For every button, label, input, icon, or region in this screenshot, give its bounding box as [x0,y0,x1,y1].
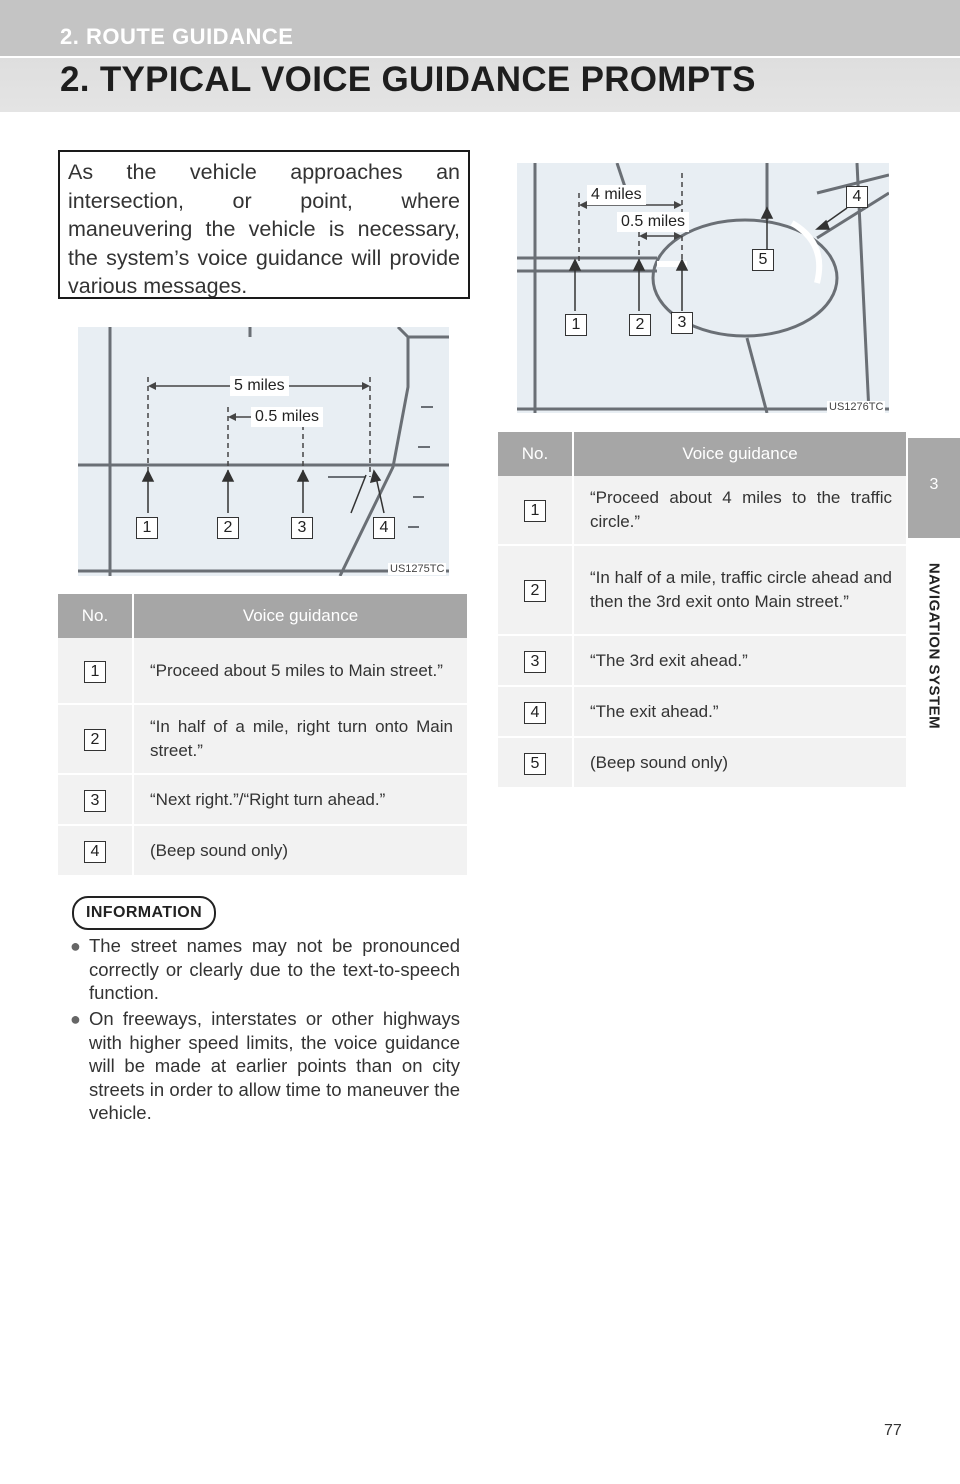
row-number: 5 [524,753,546,775]
section-title: 2. ROUTE GUIDANCE [60,24,294,49]
table-row [498,635,906,686]
table-row [58,704,467,774]
chapter-tab[interactable] [908,438,960,538]
row-text: “Proceed about 5 miles to Main street.” [133,638,467,704]
header-no: No. [58,594,133,638]
info-bullet [70,1007,460,1125]
figure-code: US1275TC [390,563,445,575]
table-header [498,432,906,476]
row-number: 3 [84,790,106,812]
map-marker: 2 [217,517,239,539]
table-row [58,774,467,825]
page-title: 2. TYPICAL VOICE GUIDANCE PROMPTS [60,60,756,99]
bullet-icon: ● [70,1009,81,1029]
page-number: 77 [884,1422,902,1439]
voice-guidance-table-1 [58,594,467,877]
table-row [498,476,906,545]
row-text: “Next right.”/“Right turn ahead.” [133,774,467,825]
table-header [58,594,467,638]
chapter-label: NAVIGATION SYSTEM [925,562,943,730]
map-diagram-straight [78,327,449,576]
row-number: 1 [84,661,106,683]
bullet-icon: ● [70,936,81,956]
table-row [498,737,906,788]
info-bullet-text: On freeways, interstates or other highways with higher speed limits, the voice guidance will be made at earlier points than on city streets in order to allow time to maneuver the vehicle. [89,1008,460,1123]
row-text: “In half of a mile, right turn onto Main street.” [133,704,467,774]
row-text: (Beep sound only) [573,737,906,788]
map-marker: 4 [846,186,868,208]
distance-label-far: 5 miles [230,376,289,396]
table-row [498,686,906,737]
row-number: 4 [524,702,546,724]
row-text: “The 3rd exit ahead.” [573,635,906,686]
row-text: “Proceed about 4 miles to the traffic circle.” [573,476,906,545]
map-marker: 5 [752,249,774,271]
map-marker: 4 [373,517,395,539]
distance-label-near: 0.5 miles [251,407,323,427]
info-bullet-text: The street names may not be pronounced correctly or clearly due to the text-to-speech function. [89,935,460,1003]
header-voice-guidance: Voice guidance [133,594,467,638]
row-number: 3 [524,651,546,673]
map-marker: 1 [136,517,158,539]
map-marker: 1 [565,314,587,336]
header-no: No. [498,432,573,476]
figure-code: US1276TC [829,401,884,413]
header-divider [0,56,960,58]
chapter-number: 3 [929,476,939,493]
intro-box: As the vehicle approaches an intersection, or point, where maneuvering the vehicle is necessary, the system’s voice guidance will provide various messages. [58,150,470,299]
map-diagram-traffic-circle-drawing [517,163,889,413]
distance-label-far: 4 miles [587,185,646,205]
map-marker: 3 [291,517,313,539]
row-number: 2 [524,580,546,602]
table-row [498,545,906,635]
page-header [0,0,960,112]
table-row [58,638,467,704]
row-text: (Beep sound only) [133,825,467,876]
information-badge: INFORMATION [72,896,216,930]
row-number: 2 [84,729,106,751]
distance-label-near: 0.5 miles [617,212,689,232]
map-marker: 3 [671,312,693,334]
row-number: 1 [524,500,546,522]
table-row [58,825,467,876]
row-text: “The exit ahead.” [573,686,906,737]
info-bullet [70,934,460,1005]
header-voice-guidance: Voice guidance [573,432,906,476]
voice-guidance-table-2 [498,432,906,789]
map-diagram-traffic-circle [517,163,889,413]
row-text: “In half of a mile, traffic circle ahead and then the 3rd exit onto Main street.” [573,545,906,635]
map-marker: 2 [629,314,651,336]
row-number: 4 [84,841,106,863]
